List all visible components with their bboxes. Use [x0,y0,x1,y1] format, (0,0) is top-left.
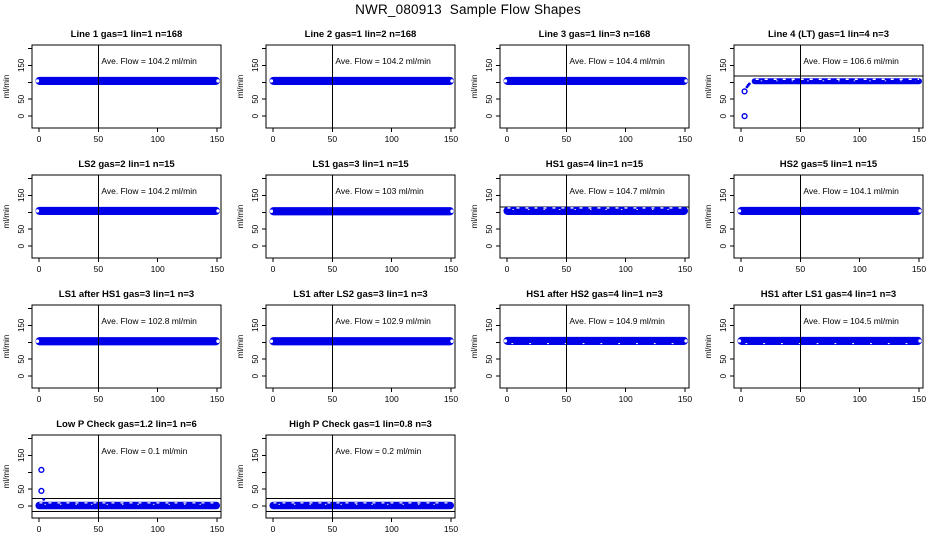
x-tick-label: 100 [618,264,633,274]
x-tick-label: 50 [327,524,338,534]
x-tick-label: 0 [504,264,510,274]
subplot-4 [702,10,936,148]
y-tick-label: 150 [251,318,260,333]
y-tick-label: 0 [17,243,26,249]
y-tick-label: 50 [719,224,728,234]
y-tick-label: 50 [251,484,260,494]
x-tick-label: 100 [384,394,399,404]
y-tick-label: 150 [17,188,26,203]
band-end-notch [504,339,507,342]
x-tick-label: 0 [36,524,42,534]
x-tick-label: 150 [677,264,693,274]
subplot-14 [234,400,468,538]
x-tick-label: 150 [443,264,459,274]
y-tick-label: 0 [17,373,26,379]
subplot-title: Line 1 gas=1 lin=1 n=168 [70,29,183,40]
x-tick-label: 50 [795,134,806,144]
x-tick-label: 150 [911,264,927,274]
x-tick-label: 0 [504,134,510,144]
y-axis-label: ml/min [470,74,479,99]
x-tick-label: 100 [150,264,165,274]
y-tick-label: 0 [719,113,728,119]
subplot-6 [234,140,468,278]
x-tick-label: 50 [327,394,338,404]
x-tick-label: 0 [270,524,276,534]
subplot-title: HS1 gas=4 lin=1 n=15 [545,159,644,170]
x-tick-label: 50 [327,264,338,274]
band-end-notch [270,79,273,82]
y-tick-label: 150 [485,188,494,203]
x-tick-label: 150 [911,394,927,404]
y-tick-label: 150 [17,448,26,463]
y-tick-label: 150 [17,58,26,73]
x-tick-label: 150 [209,134,225,144]
y-tick-label: 0 [485,373,494,379]
x-tick-label: 50 [561,394,572,404]
subplot-3 [468,10,702,148]
x-tick-label: 100 [150,134,165,144]
subplot-title: Line 2 gas=1 lin=2 n=168 [304,29,417,40]
y-tick-label: 150 [719,318,728,333]
ave-flow-label: Ave. Flow = 104.2 ml/min [101,186,197,196]
ave-flow-label: Ave. Flow = 104.1 ml/min [803,186,899,196]
subplot-7 [468,140,702,278]
subplot-13 [0,400,234,538]
band-end-notch [684,79,687,82]
ave-flow-label: Ave. Flow = 102.9 ml/min [335,316,431,326]
data-band [35,77,220,85]
ave-flow-label: Ave. Flow = 104.4 ml/min [569,56,665,66]
band-end-notch [738,339,741,342]
y-axis-label: ml/min [470,204,479,229]
y-tick-label: 0 [251,113,260,119]
x-tick-label: 0 [36,264,42,274]
x-tick-label: 50 [561,264,572,274]
subplot-title: High P Check gas=1 lin=0.8 n=3 [289,419,432,430]
ave-flow-label: Ave. Flow = 0.1 ml/min [101,446,188,456]
subplot-title: HS1 after HS2 gas=4 lin=1 n=3 [526,289,663,300]
data-point [748,83,751,86]
x-tick-label: 50 [327,134,338,144]
band-end-notch [216,209,219,212]
y-tick-label: 50 [17,354,26,364]
x-tick-label: 100 [852,264,867,274]
band-end-notch [504,79,507,82]
x-tick-label: 150 [443,524,459,534]
x-tick-label: 100 [852,394,867,404]
y-tick-label: 50 [485,224,494,234]
y-tick-label: 0 [719,373,728,379]
y-tick-label: 0 [719,243,728,249]
data-point [42,498,45,501]
ave-flow-label: Ave. Flow = 104.5 ml/min [803,316,899,326]
y-tick-label: 150 [251,188,260,203]
subplot-title: LS1 after LS2 gas=3 lin=1 n=3 [293,289,428,300]
band-end-notch [36,79,39,82]
x-tick-label: 50 [93,264,104,274]
x-tick-label: 0 [270,394,276,404]
x-tick-label: 150 [677,134,693,144]
y-tick-label: 0 [251,373,260,379]
band-end-notch [450,340,453,343]
x-tick-label: 50 [795,264,806,274]
data-band [269,502,454,509]
x-tick-label: 0 [270,134,276,144]
subplot-2 [234,10,468,148]
y-axis-label: ml/min [704,204,713,229]
x-tick-label: 150 [443,134,459,144]
subplot-5 [0,140,234,278]
y-axis-label: ml/min [236,334,245,359]
y-tick-label: 150 [719,188,728,203]
x-tick-label: 150 [443,394,459,404]
band-end-notch [270,340,273,343]
data-band [269,77,454,85]
x-tick-label: 0 [36,394,42,404]
y-axis-label: ml/min [2,204,11,229]
ave-flow-label: Ave. Flow = 104.2 ml/min [101,56,197,66]
band-end-notch [684,339,687,342]
y-tick-label: 50 [485,354,494,364]
y-axis-label: ml/min [704,334,713,359]
x-tick-label: 0 [738,394,744,404]
x-tick-label: 100 [384,524,399,534]
band-end-notch [450,79,453,82]
subplot-title: Low P Check gas=1.2 lin=1 n=6 [56,419,197,430]
y-tick-label: 50 [719,354,728,364]
y-tick-label: 150 [251,448,260,463]
y-axis-label: ml/min [704,74,713,99]
y-tick-label: 0 [17,503,26,509]
band-end-notch [216,340,219,343]
data-band [503,207,688,215]
subplot-12 [702,270,936,408]
x-tick-label: 50 [93,524,104,534]
y-tick-label: 50 [17,224,26,234]
ave-flow-label: Ave. Flow = 104.9 ml/min [569,316,665,326]
x-tick-label: 150 [677,394,693,404]
x-tick-label: 50 [561,134,572,144]
y-tick-label: 150 [485,318,494,333]
ave-flow-label: Ave. Flow = 106.6 ml/min [803,56,899,66]
x-tick-label: 100 [384,264,399,274]
subplot-title: Line 3 gas=1 lin=3 n=168 [538,29,651,40]
subplot-11 [468,270,702,408]
data-band [35,337,220,345]
x-tick-label: 150 [911,134,927,144]
x-tick-label: 150 [209,394,225,404]
subplot-title: LS1 gas=3 lin=1 n=15 [312,159,409,170]
x-tick-label: 100 [618,394,633,404]
subplot-title: LS1 after HS1 gas=3 lin=1 n=3 [58,289,195,300]
band-end-notch [918,339,921,342]
y-axis-label: ml/min [2,74,11,99]
x-tick-label: 50 [795,394,806,404]
subplot-title: Line 4 (LT) gas=1 lin=4 n=3 [768,29,889,40]
x-tick-label: 150 [209,524,225,534]
ave-flow-label: Ave. Flow = 102.8 ml/min [101,316,197,326]
band-end-notch [36,340,39,343]
y-tick-label: 0 [251,503,260,509]
band-end-notch [270,210,273,213]
ave-flow-label: Ave. Flow = 104.7 ml/min [569,186,665,196]
data-band [269,207,454,215]
data-band [35,502,220,509]
data-band [503,337,688,345]
subplot-title: LS2 gas=2 lin=1 n=15 [78,159,175,170]
x-tick-label: 50 [93,394,104,404]
y-tick-label: 0 [485,243,494,249]
x-tick-label: 0 [36,134,42,144]
y-axis-label: ml/min [236,204,245,229]
y-tick-label: 150 [485,58,494,73]
y-tick-label: 50 [251,94,260,104]
x-tick-label: 0 [738,134,744,144]
y-tick-label: 50 [719,94,728,104]
subplot-10 [234,270,468,408]
data-band [503,77,688,85]
y-tick-label: 50 [17,94,26,104]
data-band [737,337,922,345]
x-tick-label: 100 [150,524,165,534]
y-tick-label: 0 [485,113,494,119]
subplot-8 [702,140,936,278]
y-tick-label: 0 [17,113,26,119]
y-axis-label: ml/min [236,464,245,489]
data-band [737,207,922,215]
y-tick-label: 50 [251,224,260,234]
x-tick-label: 150 [209,264,225,274]
x-tick-label: 100 [384,134,399,144]
ave-flow-label: Ave. Flow = 104.2 ml/min [335,56,431,66]
x-tick-label: 100 [852,134,867,144]
y-tick-label: 150 [17,318,26,333]
subplot-title: HS2 gas=5 lin=1 n=15 [779,159,878,170]
band-end-notch [450,210,453,213]
y-tick-label: 50 [251,354,260,364]
x-tick-label: 0 [738,264,744,274]
x-tick-label: 100 [618,134,633,144]
y-tick-label: 150 [251,58,260,73]
ave-flow-label: Ave. Flow = 0.2 ml/min [335,446,422,456]
y-tick-label: 50 [485,94,494,104]
x-tick-label: 50 [93,134,104,144]
y-axis-label: ml/min [2,464,11,489]
x-tick-label: 0 [270,264,276,274]
band-end-notch [36,209,39,212]
y-axis-label: ml/min [2,334,11,359]
page-title: NWR_080913 Sample Flow Shapes [355,2,581,17]
data-band [269,337,454,345]
y-tick-label: 150 [719,58,728,73]
x-tick-label: 0 [504,394,510,404]
band-end-notch [216,79,219,82]
y-axis-label: ml/min [236,74,245,99]
x-tick-label: 100 [150,394,165,404]
y-tick-label: 0 [251,243,260,249]
ave-flow-label: Ave. Flow = 103 ml/min [335,186,424,196]
y-axis-label: ml/min [470,334,479,359]
y-tick-label: 50 [17,484,26,494]
subplot-1 [0,10,234,148]
subplot-9 [0,270,234,408]
band-end-notch [738,209,741,212]
data-band [35,207,220,215]
band-end-notch [918,209,921,212]
subplot-title: HS1 after LS1 gas=4 lin=1 n=3 [760,289,897,300]
